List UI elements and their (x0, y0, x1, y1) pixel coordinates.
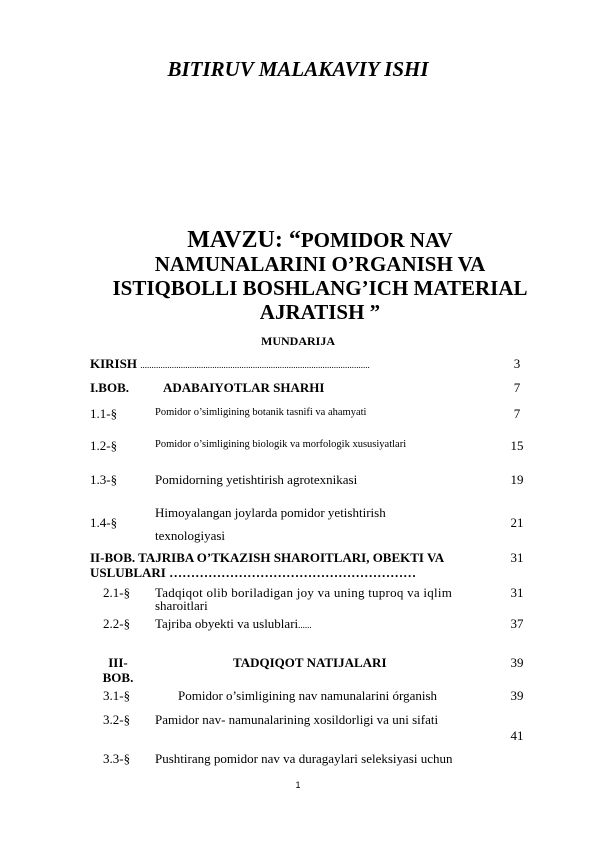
topic-line-3: ISTIQBOLLI BOSHLANG’ICH MATERIAL (112, 276, 528, 300)
toc-ch3-title: TADQIQOT NATIJALARI (233, 655, 387, 670)
toc-s31-num: 3.1-§ (103, 688, 131, 703)
toc-s12-title: Pomidor o’simligining biologik va morfologik xususiyatlari (155, 439, 407, 450)
toc-s32-num: 3.2-§ (103, 712, 131, 727)
toc-s14-title-line1: Himoyalangan joylarda pomidor yetishtirish (155, 505, 386, 520)
toc-ch1-title: ADABAIYOTLAR SHARHI (163, 380, 325, 395)
toc-s14-num: 1.4-§ (90, 515, 118, 530)
topic-line-2: NAMUNALARINI O’RGANISH VA (154, 252, 486, 276)
topic-block (90, 228, 550, 324)
page-number: 1 (295, 780, 301, 790)
toc-ch2-line2: USLUBLARI ………………………………………………… (90, 565, 417, 580)
toc-s14-title-line2: texnologiyasi (155, 528, 226, 543)
toc-s21-num: 2.1-§ (103, 585, 131, 600)
toc-s33-title: Pushtirang pomidor nav va duragaylari seleksiyasi uchun (155, 751, 453, 766)
toc-s13-page: 19 (510, 472, 524, 487)
toc-s33-num: 3.3-§ (103, 751, 131, 766)
toc-ch3-num-line1: III- (108, 655, 128, 670)
toc-s12-page: 15 (510, 438, 524, 453)
toc-ch3-page: 39 (510, 655, 524, 670)
toc-ch2-line1: II-BOB. TAJRIBA O’TKAZISH SHAROITLARI, OBEKTI VA (90, 550, 445, 565)
toc-s14-page: 21 (510, 515, 524, 530)
toc-s22-num: 2.2-§ (103, 616, 131, 631)
toc-s22-title: Tajriba obyekti va uslublari...... (155, 616, 312, 631)
toc-s32-page: 41 (510, 728, 524, 743)
toc-s21-page: 31 (510, 585, 524, 600)
toc-s11-page: 7 (513, 406, 521, 421)
topic-line-4: AJRATISH ” (259, 300, 381, 324)
toc-ch1-page: 7 (513, 380, 521, 395)
document-title: BITIRUV MALAKAVIY ISHI (167, 57, 429, 81)
toc-s12-num: 1.2-§ (90, 438, 118, 453)
toc-kirish: KIRISH ...................................................................................................... (90, 356, 370, 371)
toc-ch1-num: I.BOB. (90, 380, 130, 395)
topic-line-1: MAVZU: “POMIDOR NAV (187, 227, 453, 253)
toc-s22-page: 37 (510, 616, 524, 631)
toc-s31-title: Pomidor o’simligining nav namunalarini órganish (178, 688, 438, 703)
topic-prefix: MAVZU: “ (187, 227, 301, 253)
toc-s13-num: 1.3-§ (90, 472, 118, 487)
toc-s31-page: 39 (510, 688, 524, 703)
toc-ch3-num-line2: BOB. (102, 670, 134, 685)
toc-s13-title: Pomidorning yetishtirish agrotexnikasi (155, 472, 358, 487)
toc-s32-title: Pamidor nav- namunalarining xosildorligi va uni sifati (155, 712, 439, 727)
toc-ch2-page: 31 (510, 550, 524, 565)
toc-s11-title: Pomidor o’simligining botanik tasnifi va ahamyati (155, 407, 367, 418)
toc-s21-title-line2: sharoitlari (155, 598, 208, 613)
toc-heading: MUNDARIJA (261, 334, 335, 348)
toc-s21-title-line1: Tadqiqot olib boriladigan joy va uning tuproq va iqlim (155, 585, 453, 600)
toc-kirish-page: 3 (513, 356, 521, 371)
toc-s11-num: 1.1-§ (90, 406, 118, 421)
